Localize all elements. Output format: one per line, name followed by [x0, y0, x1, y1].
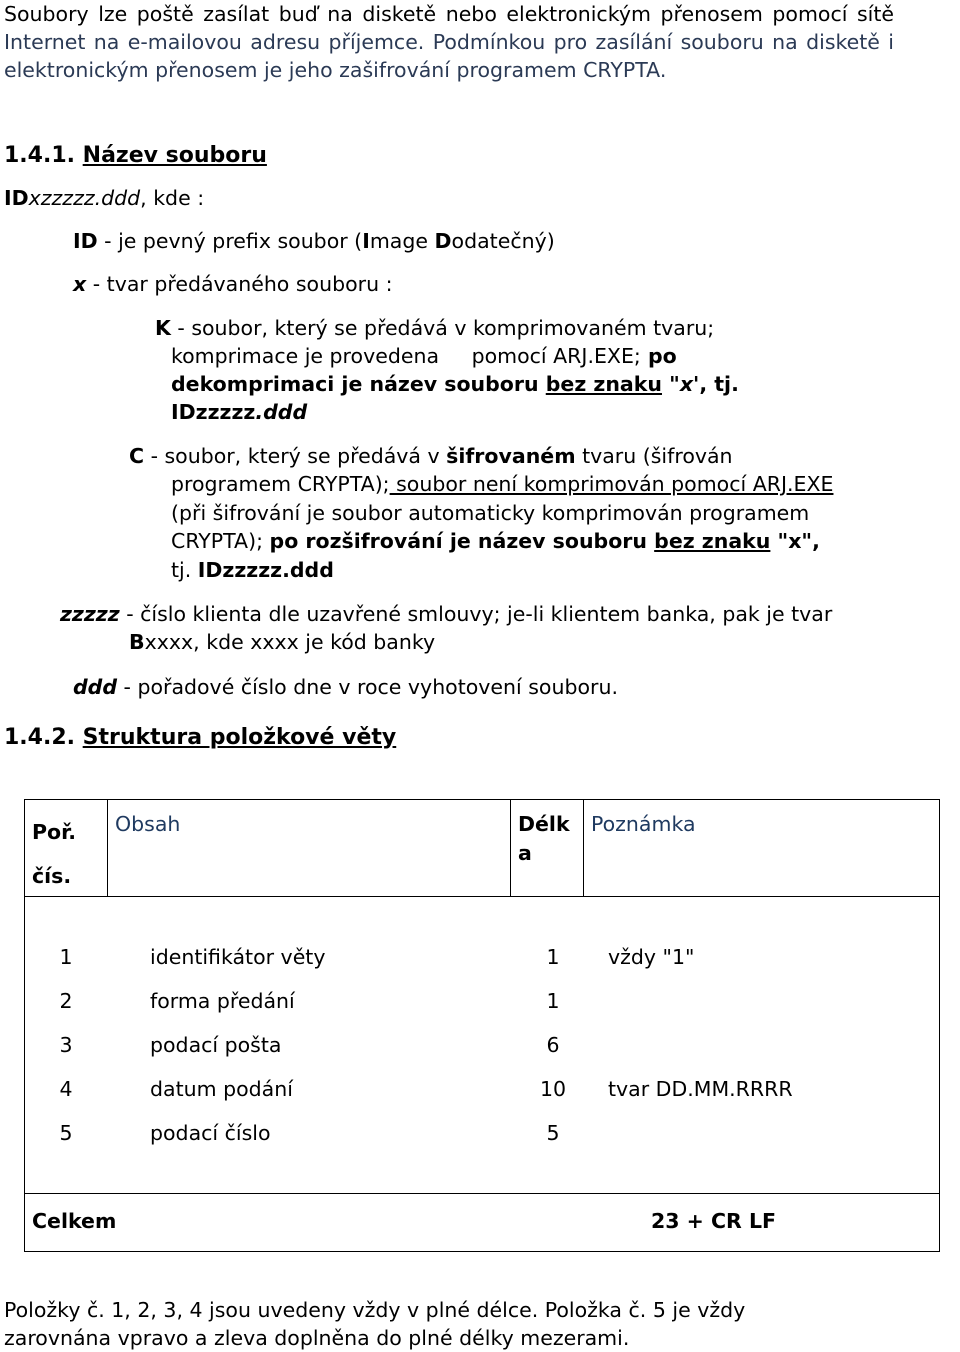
- k-text: - soubor, který se předává v komprimovaném tvaru;: [170, 316, 715, 340]
- zzzzz-line-1: [60, 600, 832, 628]
- heading-number: 1.4.1.: [4, 143, 75, 168]
- footer-line-2: zarovnána vpravo a zleva doplněna do plné délky mezerami.: [4, 1326, 630, 1350]
- id-key: ID: [73, 229, 98, 253]
- total-label: Celkem: [32, 1209, 117, 1233]
- ddd-definition: [73, 673, 618, 701]
- row-1-obsah: identifikátor věty: [150, 945, 326, 969]
- table-divider-1: [107, 799, 108, 897]
- x-key: x: [73, 272, 87, 296]
- c-line-5: [171, 556, 334, 584]
- header-por-line-2: čís.: [32, 864, 72, 888]
- section-heading-1-4-2: [4, 725, 396, 750]
- heading-number-2: 1.4.2.: [4, 725, 75, 750]
- header-delka-line-2: a: [518, 841, 532, 865]
- ddd-key: ddd: [73, 675, 118, 699]
- format-italic: xzzzzz.ddd: [28, 186, 141, 210]
- heading-title: Název souboru: [82, 143, 267, 168]
- filename-format: [4, 184, 204, 212]
- row-1-delka: 1: [546, 945, 560, 969]
- header-por: [32, 810, 76, 898]
- c-line2-b: soubor není komprimován pomocí ARJ.EXE: [389, 472, 834, 496]
- id-letter-i: I: [362, 229, 370, 253]
- zzzzz-line-2: [129, 628, 435, 656]
- x-definition: [73, 270, 392, 298]
- k-line3-end: ', tj.: [693, 372, 739, 396]
- intro-line-3: elektronickým přenosem je jeho zašifrování programem CRYPTA.: [4, 58, 667, 82]
- k-line3-underline: bez znaku: [545, 372, 662, 396]
- zzzzz-text: - číslo klienta dle uzavřené smlouvy; je-li klientem banka, pak je tvar: [119, 602, 833, 626]
- k-line2-bold: po: [640, 344, 677, 368]
- format-suffix: , kde :: [140, 186, 205, 210]
- k-line3-quote: ": [661, 372, 680, 396]
- row-5-obsah: podací číslo: [150, 1121, 271, 1145]
- k-line2-plain: komprimace je provedena pomocí ARJ.EXE;: [171, 344, 641, 368]
- header-poznamka: Poznámka: [591, 812, 696, 836]
- row-5-delka: 5: [546, 1121, 560, 1145]
- row-2-obsah: forma předání: [150, 989, 295, 1013]
- header-obsah: Obsah: [115, 812, 181, 836]
- row-4-delka: 10: [539, 1077, 567, 1101]
- c-line4-b: po rozšifrování je název souboru: [269, 529, 655, 553]
- table-total-rule: [24, 1193, 940, 1194]
- id-definition: [73, 227, 555, 255]
- row-3-delka: 6: [546, 1033, 560, 1057]
- c-line5-b: IDzzzzz.ddd: [197, 558, 334, 582]
- c-line4-c: bez znaku: [654, 529, 771, 553]
- row-2-num: 2: [59, 989, 73, 1013]
- row-4-obsah: datum podání: [150, 1077, 293, 1101]
- table-divider-3: [583, 799, 584, 897]
- k-line3-text: dekomprimaci je název souboru: [171, 372, 546, 396]
- footer-line-1: Položky č. 1, 2, 3, 4 jsou uvedeny vždy v plné délce. Položka č. 5 je vždy: [4, 1298, 746, 1322]
- id-mage: mage: [369, 229, 435, 253]
- header-por-line-1: Poř.: [32, 820, 77, 844]
- intro-line-2: Internet na e-mailovou adresu příjemce. Podmínkou pro zasílání souboru na disketě i: [4, 30, 894, 54]
- row-4-poznamka: tvar DD.MM.RRRR: [608, 1077, 793, 1101]
- row-5-num: 5: [59, 1121, 73, 1145]
- ddd-text: - pořadové číslo dne v roce vyhotovení souboru.: [117, 675, 618, 699]
- c-line1-b: šifrovaném: [446, 444, 576, 468]
- c-key: C: [129, 444, 145, 468]
- row-3-obsah: podací pošta: [150, 1033, 282, 1057]
- total-value: 23 + CR LF: [651, 1209, 777, 1233]
- row-2-delka: 1: [546, 989, 560, 1013]
- zzzzz-line2-rest: xxxx, kde xxxx je kód banky: [144, 630, 436, 654]
- k-line-2: [171, 342, 677, 370]
- id-text: - je pevný prefix soubor (: [97, 229, 363, 253]
- zzzzz-line2-b: B: [129, 630, 145, 654]
- c-line4-d: "x",: [770, 529, 820, 553]
- c-line-4: [171, 527, 820, 555]
- intro-paragraph: [4, 0, 894, 84]
- x-text: - tvar předávaného souboru :: [86, 272, 393, 296]
- row-4-num: 4: [59, 1077, 73, 1101]
- id-letter-d: D: [434, 229, 452, 253]
- c-line-3: (při šifrování je soubor automaticky komprimován programem: [171, 501, 810, 525]
- k-key: K: [155, 316, 171, 340]
- c-line4-a: CRYPTA);: [171, 529, 270, 553]
- c-line-1: [129, 442, 733, 470]
- format-prefix: ID: [4, 186, 29, 210]
- k-line-4: [171, 398, 307, 426]
- id-odatecny: odatečný): [451, 229, 555, 253]
- c-line-2: [171, 470, 833, 498]
- c-line5-a: tj.: [171, 558, 198, 582]
- row-1-poznamka: vždy "1": [608, 945, 695, 969]
- row-1-num: 1: [59, 945, 73, 969]
- table-divider-2: [510, 799, 511, 897]
- header-delka-line-1: Délk: [518, 812, 570, 836]
- c-line1-a: - soubor, který se předává v: [144, 444, 447, 468]
- k-line3-x: x: [679, 372, 694, 396]
- header-delka: [518, 810, 570, 868]
- k-line-1: [155, 314, 714, 342]
- c-line1-c: tvaru (šifrován: [575, 444, 733, 468]
- heading-title-2: Struktura položkové věty: [82, 725, 397, 750]
- row-3-num: 3: [59, 1033, 73, 1057]
- table-header-rule: [24, 896, 940, 897]
- c-line2-a: programem CRYPTA);: [171, 472, 390, 496]
- k-line4-bold: IDzzzzz: [171, 400, 256, 424]
- section-heading-1-4-1: [4, 143, 415, 168]
- zzzzz-key: zzzzz: [60, 602, 120, 626]
- k-line4-ddd: .ddd: [255, 400, 308, 424]
- intro-line-1: Soubory lze poště zasílat buď na disketě nebo elektronickým přenosem pomocí sítě: [4, 2, 894, 26]
- k-line-3: [171, 370, 739, 398]
